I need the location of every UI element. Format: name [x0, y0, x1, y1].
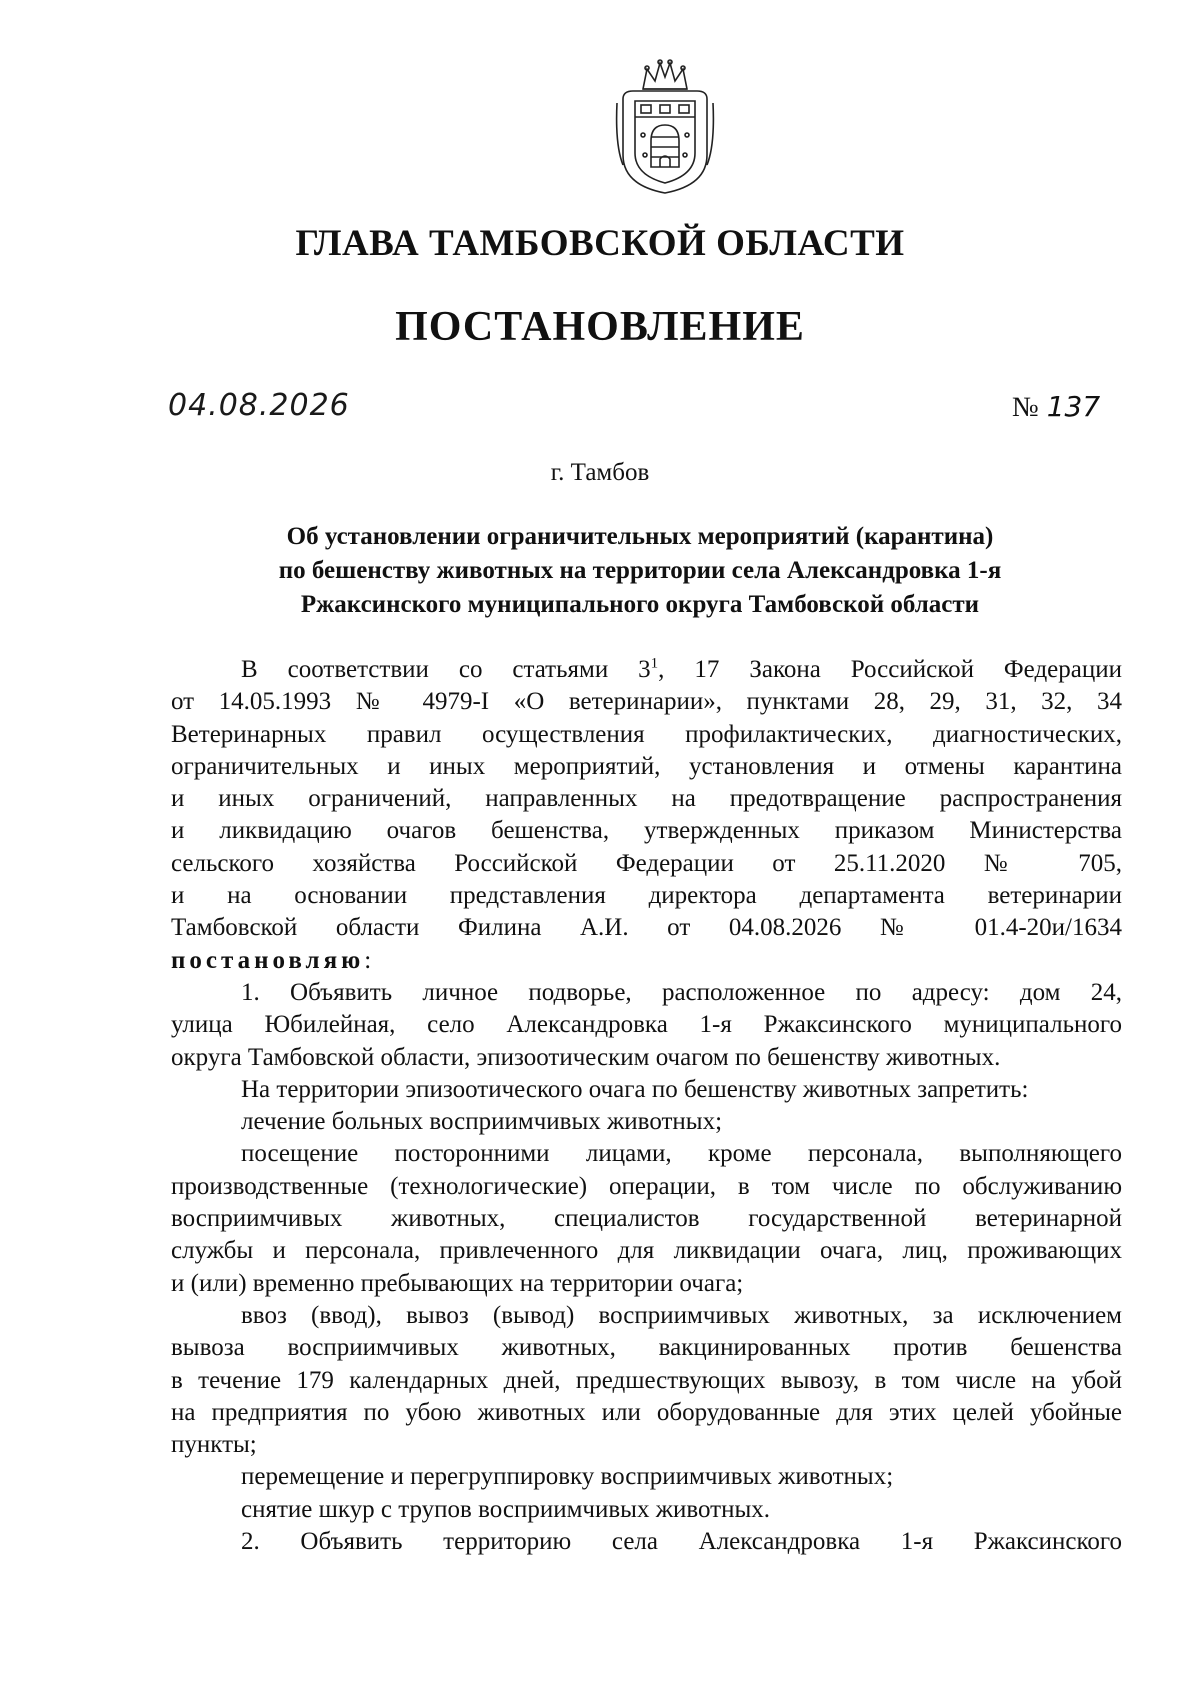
decree-word: постановляю: [171, 946, 365, 974]
preamble-line: и ликвидацию очагов бешенства, утвержденных приказом Министерства: [171, 817, 1122, 845]
prohibit-item-line: в течение 179 календарных дней, предшествующих вывозу, в том числе на убой: [171, 1366, 1122, 1394]
item1-line: 1. Объявить личное подворье, расположенное по адресу: дом 24,: [241, 978, 1122, 1006]
prohibit-intro: На территории эпизоотического очага по бешенству животных запретить:: [241, 1075, 1029, 1103]
prohibit-item: лечение больных восприимчивых животных;: [241, 1108, 723, 1136]
preamble-line: и иных ограничений, направленных на предотвращение распространения: [171, 785, 1122, 813]
document-title: [160, 520, 1120, 622]
title-line: Ржаксинского муниципального округа Тамбовской области: [300, 591, 980, 618]
prohibit-item-line: вывоза восприимчивых животных, вакцинированных против бешенства: [171, 1334, 1122, 1362]
prohibit-item: снятие шкур с трупов восприимчивых животных.: [241, 1495, 771, 1523]
preamble-line: ограничительных и иных мероприятий, установления и отмены карантина: [171, 752, 1122, 780]
coat-of-arms-icon: [613, 55, 717, 195]
item1-line: округа Тамбовской области, эпизоотическим очагом по бешенству животных.: [171, 1043, 1001, 1071]
title-line: Об установлении ограничительных мероприятий (карантина): [286, 523, 994, 550]
preamble-text: В соответствии со статьями 3: [241, 656, 651, 683]
prohibit-item-line: службы и персонала, привлеченного для ликвидации очага, лиц, проживающих: [171, 1237, 1122, 1265]
prohibit-item-line: и (или) временно пребывающих на территории очага;: [171, 1269, 744, 1297]
preamble-line: Тамбовской области Филина А.И. от 04.08.2026 № 01.4-20и/1634: [171, 914, 1122, 942]
document-date: 04.08.2026: [168, 388, 350, 423]
article-superscript: 1: [650, 655, 659, 672]
coat-of-arms-emblem: [613, 55, 717, 195]
preamble-line: и на основании представления директора департамента ветеринарии: [171, 882, 1122, 910]
preamble-line: от 14.05.1993 № 4979-I «О ветеринарии», пунктами 28, 29, 31, 32, 34: [171, 688, 1122, 716]
item1-line: улица Юбилейная, село Александровка 1-я Ржаксинского муниципального: [171, 1011, 1122, 1039]
preamble-line: сельского хозяйства Российской Федерации от 25.11.2020 № 705,: [171, 849, 1122, 877]
decree-colon: :: [364, 946, 372, 974]
document-type: ПОСТАНОВЛЕНИЕ: [395, 304, 805, 350]
prohibit-item-line: производственные (технологические) операции, в том числе по обслуживанию: [171, 1172, 1122, 1200]
number-value: 137: [1046, 390, 1101, 423]
prohibit-item: ввоз (ввод), вывоз (вывод) восприимчивых животных, за исключением: [241, 1301, 1122, 1329]
title-line: по бешенству животных на территории села Александровка 1-я: [278, 557, 1002, 584]
preamble-text: , 17 Закона Российской Федерации: [658, 656, 1122, 683]
issuing-authority: ГЛАВА ТАМБОВСКОЙ ОБЛАСТИ: [295, 223, 905, 264]
preamble-line: Ветеринарных правил осуществления профилактических, диагностических,: [171, 720, 1122, 748]
prohibit-item-line: на предприятия по убою животных или оборудованные для этих целей убойные: [171, 1398, 1122, 1426]
document-number: [1012, 390, 1100, 424]
city: г. Тамбов: [550, 459, 650, 486]
number-prefix: №: [1012, 392, 1039, 423]
preamble-first-line: [171, 654, 1122, 686]
prohibit-item-line: пункты;: [171, 1431, 257, 1459]
prohibit-item: перемещение и перегруппировку восприимчивых животных;: [241, 1463, 894, 1491]
decree-line: [171, 945, 1122, 977]
item2-line: 2. Объявить территорию села Александровка 1-я Ржаксинского: [241, 1528, 1122, 1556]
document-body: [171, 654, 1122, 1558]
prohibit-item: посещение посторонними лицами, кроме персонала, выполняющего: [241, 1140, 1122, 1168]
prohibit-item-line: восприимчивых животных, специалистов государственной ветеринарной: [171, 1205, 1122, 1233]
